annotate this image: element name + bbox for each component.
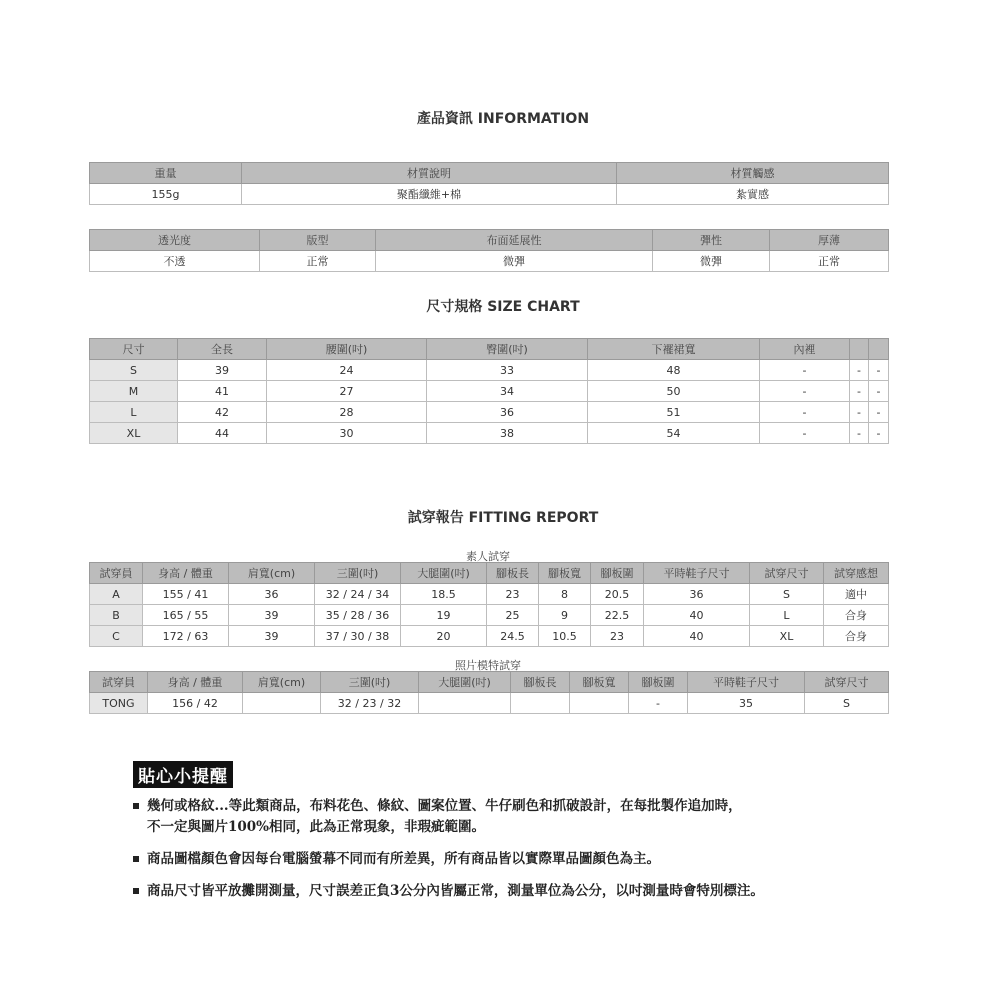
cell: 36 [427,402,588,423]
value-elasticity: 微彈 [653,251,770,272]
square-bullet-icon [133,803,139,809]
cell: L [750,605,824,626]
header-tester: 試穿員 [90,563,143,584]
cell: 54 [588,423,760,444]
cell: 39 [229,626,315,647]
table-row [90,184,889,205]
size-label: L [90,402,178,423]
cell: 23 [591,626,644,647]
header-foot-girth: 腳板圍 [591,563,644,584]
cell: 39 [178,360,267,381]
cell: 48 [588,360,760,381]
size-chart-title: 尺寸規格 SIZE CHART [426,299,580,315]
cell: 155 / 41 [143,584,229,605]
cell: 37 / 30 / 38 [315,626,401,647]
value-texture: 紮實感 [617,184,889,205]
cell: S [805,693,889,714]
value-fit: 正常 [260,251,376,272]
cell: - [869,402,889,423]
cell: 42 [178,402,267,423]
notice-text: 商品尺寸皆平放攤開測量，尺寸誤差正負3公分內皆屬正常，測量單位為公分，以吋測量時會特別標注。 [147,883,764,899]
cell: - [869,381,889,402]
header-blank-1 [850,339,869,360]
cell: S [750,584,824,605]
table-header-row [90,672,889,693]
info-table-1 [89,162,889,205]
notice-text: 商品圖檔顏色會因每台電腦螢幕不同而有所差異，所有商品皆以實際單品圖顏色為主。 [147,851,660,867]
header-fit-size: 試穿尺寸 [805,672,889,693]
cell: 32 / 23 / 32 [321,693,419,714]
cell: 27 [267,381,427,402]
cell: 合身 [824,626,889,647]
header-waist: 腰圍(吋) [267,339,427,360]
value-stretch: 微彈 [376,251,653,272]
header-size: 尺寸 [90,339,178,360]
fitting-title: 試穿報告 FITTING REPORT [407,510,599,526]
list-item [133,849,893,870]
cell: 34 [427,381,588,402]
cell: - [629,693,688,714]
cell [511,693,570,714]
cell: - [760,360,850,381]
size-label: S [90,360,178,381]
cell: - [760,423,850,444]
header-shoulder: 肩寬(cm) [243,672,321,693]
info-table-2 [89,229,889,272]
header-material: 材質說明 [242,163,617,184]
cell: 44 [178,423,267,444]
header-blank-2 [869,339,889,360]
header-shoe-size: 平時鞋子尺寸 [644,563,750,584]
header-height-weight: 身高 / 體重 [148,672,243,693]
table-row [90,402,889,423]
header-length: 全長 [178,339,267,360]
cell: - [850,381,869,402]
list-item [133,796,893,838]
header-feedback: 試穿感想 [824,563,889,584]
header-texture: 材質觸感 [617,163,889,184]
cell [243,693,321,714]
header-thickness: 厚薄 [770,230,889,251]
table-row [90,381,889,402]
header-shoulder: 肩寬(cm) [229,563,315,584]
cell: 19 [401,605,487,626]
tester-label: A [90,584,143,605]
amateur-caption: 素人試穿 [466,550,510,563]
cell: 25 [487,605,539,626]
table-row [90,693,889,714]
size-chart-table [89,338,889,444]
cell: 35 [688,693,805,714]
header-foot-width: 腳板寬 [539,563,591,584]
cell [570,693,629,714]
cell: 165 / 55 [143,605,229,626]
header-fit: 版型 [260,230,376,251]
tester-label: TONG [90,693,148,714]
header-foot-length: 腳板長 [487,563,539,584]
notice-title: 貼心小提醒 [133,761,233,788]
header-hem: 下襬裙寬 [588,339,760,360]
cell: 23 [487,584,539,605]
cell: 40 [644,626,750,647]
table-row [90,584,889,605]
cell: 156 / 42 [148,693,243,714]
cell: 39 [229,605,315,626]
cell: 36 [229,584,315,605]
header-lining: 內裡 [760,339,850,360]
header-thigh: 大腿圍(吋) [419,672,511,693]
table-header-row [90,230,889,251]
cell: XL [750,626,824,647]
cell: 20.5 [591,584,644,605]
cell: 20 [401,626,487,647]
size-label: M [90,381,178,402]
cell: 28 [267,402,427,423]
info-title: 產品資訊 INFORMATION [416,111,590,127]
tester-label: C [90,626,143,647]
cell: - [760,402,850,423]
cell: 40 [644,605,750,626]
cell: - [850,402,869,423]
notice-list [133,796,893,913]
table-header-row [90,339,889,360]
header-foot-width: 腳板寬 [570,672,629,693]
table-row [90,423,889,444]
table-header-row [90,563,889,584]
square-bullet-icon [133,856,139,862]
cell: 24.5 [487,626,539,647]
header-stretch: 布面延展性 [376,230,653,251]
cell: 適中 [824,584,889,605]
square-bullet-icon [133,888,139,894]
table-row [90,360,889,381]
amateur-fitting-table [89,562,889,647]
value-weight: 155g [90,184,242,205]
cell: - [760,381,850,402]
model-fitting-table [89,671,889,714]
header-foot-length: 腳板長 [511,672,570,693]
cell: 18.5 [401,584,487,605]
value-material: 聚酯纖維+棉 [242,184,617,205]
header-opacity: 透光度 [90,230,260,251]
cell: 30 [267,423,427,444]
cell: 38 [427,423,588,444]
header-elasticity: 彈性 [653,230,770,251]
cell: 8 [539,584,591,605]
table-header-row [90,163,889,184]
cell: 24 [267,360,427,381]
cell: 合身 [824,605,889,626]
value-opacity: 不透 [90,251,260,272]
cell: - [850,423,869,444]
cell: 50 [588,381,760,402]
cell: 32 / 24 / 34 [315,584,401,605]
notice-text: 不一定與圖片100%相同，此為正常現象，非瑕疵範圍。 [147,819,486,835]
header-foot-girth: 腳板圍 [629,672,688,693]
cell: 172 / 63 [143,626,229,647]
header-measurements: 三圍(吋) [321,672,419,693]
cell: 22.5 [591,605,644,626]
value-thickness: 正常 [770,251,889,272]
header-height-weight: 身高 / 體重 [143,563,229,584]
cell: 10.5 [539,626,591,647]
cell: - [869,360,889,381]
size-label: XL [90,423,178,444]
cell [419,693,511,714]
table-row [90,251,889,272]
cell: 9 [539,605,591,626]
cell: 33 [427,360,588,381]
cell: 41 [178,381,267,402]
cell: - [850,360,869,381]
header-weight: 重量 [90,163,242,184]
header-fit-size: 試穿尺寸 [750,563,824,584]
cell: 51 [588,402,760,423]
header-tester: 試穿員 [90,672,148,693]
header-shoe-size: 平時鞋子尺寸 [688,672,805,693]
tester-label: B [90,605,143,626]
header-hip: 臀圍(吋) [427,339,588,360]
notice-text: 幾何或格紋...等此類商品，布料花色、條紋、圖案位置、牛仔刷色和抓破設計，在每批製作追加時， [147,798,742,814]
model-caption: 照片模特試穿 [455,659,521,672]
cell: 35 / 28 / 36 [315,605,401,626]
header-thigh: 大腿圍(吋) [401,563,487,584]
cell: 36 [644,584,750,605]
list-item [133,881,893,902]
header-measurements: 三圍(吋) [315,563,401,584]
table-row [90,626,889,647]
table-row [90,605,889,626]
cell: - [869,423,889,444]
